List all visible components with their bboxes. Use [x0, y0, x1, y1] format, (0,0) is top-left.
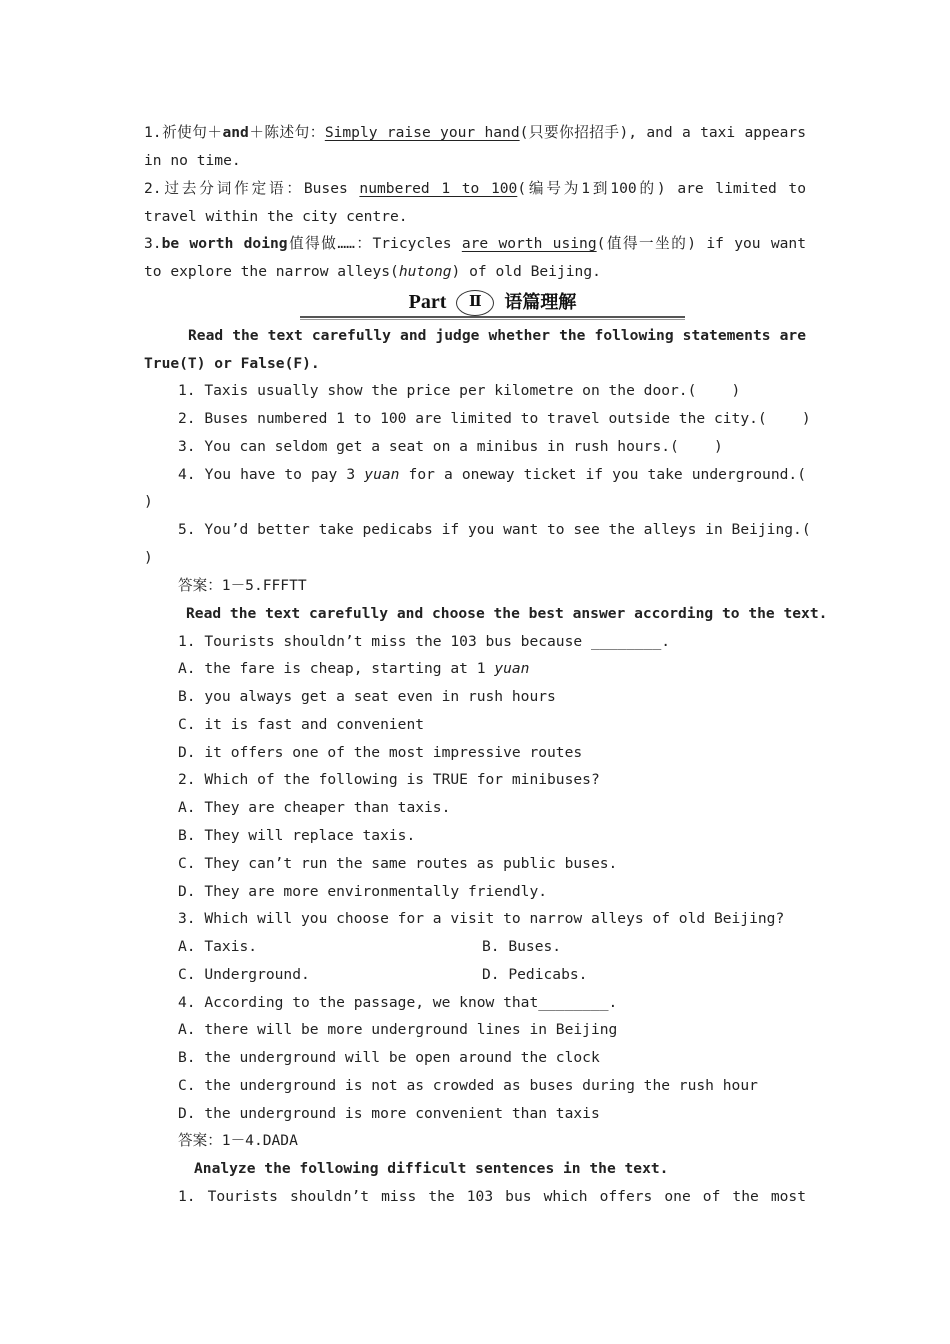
- tf-item-3: 3. You can seldom get a seat on a minibus in rush hours.( ): [178, 438, 723, 455]
- tf-instruction-cont: True(T) or False(F).: [144, 355, 320, 372]
- mc-option: B. you always get a seat even in rush hours: [178, 688, 556, 705]
- mc-option: C. They can’t run the same routes as public buses.: [178, 855, 618, 872]
- mc-option: D. the underground is more convenient than taxis: [178, 1105, 600, 1122]
- grammar-note-2-cont: travel within the city centre.: [144, 208, 408, 225]
- grammar-note-1-cont: in no time.: [144, 152, 241, 169]
- mc-question-1: 1. Tourists shouldn’t miss the 103 bus because ________.: [178, 633, 671, 650]
- mc-option: D. They are more environmentally friendly.: [178, 883, 548, 900]
- section-heading: [300, 286, 685, 320]
- mc-answer: 答案：1－4.DADA: [178, 1132, 298, 1149]
- part-title: 语篇理解: [498, 292, 582, 313]
- grammar-note-1: 1.祈使句＋and＋陈述句：Simply raise your hand(只要你招招手), and a taxi appears: [144, 124, 807, 141]
- underlined-phrase: Simply raise your hand: [324, 124, 520, 141]
- mc-option: A. Taxis.: [178, 938, 258, 955]
- underlined-phrase: numbered 1 to 100: [359, 180, 518, 197]
- mc-option-row: [178, 965, 806, 985]
- mc-option: D. it offers one of the most impressive routes: [178, 744, 583, 761]
- tf-item-5-cont: ): [144, 549, 153, 566]
- mc-option: A. They are cheaper than taxis.: [178, 799, 451, 816]
- mc-option: C. Underground.: [178, 966, 310, 983]
- mc-option: D. Pedicabs.: [482, 966, 588, 983]
- grammar-note-2: 2.过去分词作定语：Buses numbered 1 to 100(编号为1到100的) are limited to: [144, 180, 807, 197]
- mc-question-4: 4. According to the passage, we know that________.: [178, 994, 618, 1011]
- tf-instruction: Read the text carefully and judge whether the following statements are: [188, 327, 806, 344]
- part-numeral: Ⅱ: [456, 290, 494, 316]
- mc-option: B. They will replace taxis.: [178, 827, 416, 844]
- mc-option: A. the fare is cheap, starting at 1 yuan: [178, 660, 530, 677]
- mc-question-2: 2. Which of the following is TRUE for minibuses?: [178, 771, 600, 788]
- grammar-note-3: 3.be worth doing值得做……：Tricycles are worth using(值得一坐的) if you want: [144, 235, 807, 252]
- part-label: Part: [403, 291, 453, 313]
- tf-item-5: 5. You’d better take pedicabs if you want to see the alleys in Beijing.(: [178, 521, 811, 538]
- mc-option: C. the underground is not as crowded as buses during the rush hour: [178, 1077, 758, 1094]
- underlined-phrase: are worth using: [461, 235, 597, 252]
- tf-item-4-cont: ): [144, 493, 153, 510]
- mc-question-3: 3. Which will you choose for a visit to narrow alleys of old Beijing?: [178, 910, 785, 927]
- mc-option-row: [178, 937, 806, 957]
- tf-item-2: 2. Buses numbered 1 to 100 are limited to travel outside the city.( ): [178, 410, 811, 427]
- tf-item-4: 4. You have to pay 3 yuan for a oneway ticket if you take underground.(: [178, 466, 806, 483]
- mc-option: A. there will be more underground lines in Beijing: [178, 1021, 618, 1038]
- tf-item-1: 1. Taxis usually show the price per kilometre on the door.( ): [178, 382, 741, 399]
- mc-option: C. it is fast and convenient: [178, 716, 425, 733]
- mc-instruction: Read the text carefully and choose the best answer according to the text.: [186, 605, 828, 622]
- mc-option: B. the underground will be open around the clock: [178, 1049, 600, 1066]
- heading-rule-thin: [300, 319, 685, 320]
- tf-answer: 答案：1－5.FFFTT: [178, 577, 307, 594]
- analysis-sentence-1: 1. Tourists shouldn’t miss the 103 bus which offers one of the most: [178, 1188, 806, 1205]
- grammar-note-3-cont: to explore the narrow alleys(hutong) of old Beijing.: [144, 263, 601, 280]
- mc-option: B. Buses.: [482, 938, 562, 955]
- analysis-instruction: Analyze the following difficult sentences in the text.: [194, 1160, 669, 1177]
